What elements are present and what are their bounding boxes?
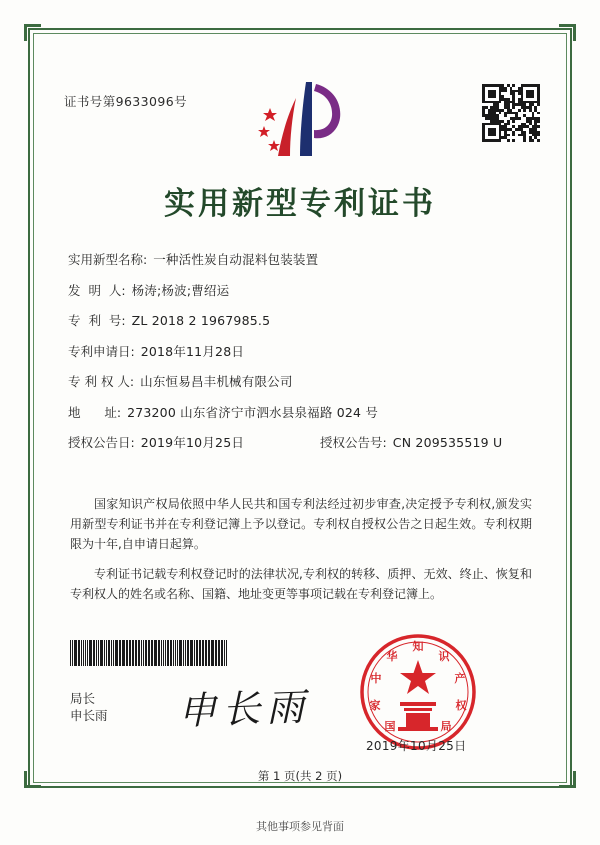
field-row-name xyxy=(68,250,534,268)
outside-note-footer: 其他事项参见背面 xyxy=(256,820,344,833)
handwritten-signature: 申长雨 xyxy=(177,684,311,734)
certificate-number: 证书号第9633096号 xyxy=(64,94,187,109)
field-label: 实用新型名称: xyxy=(68,252,148,267)
field-value: 山东恒易昌丰机械有限公司 xyxy=(140,374,293,389)
field-row-application-date xyxy=(68,342,534,360)
field-list xyxy=(68,250,534,464)
svg-text:华: 华 xyxy=(386,650,398,663)
field-label: 发 明 人: xyxy=(68,282,126,298)
national-intellectual-property-office-seal-icon xyxy=(358,632,478,752)
body-text xyxy=(70,494,532,614)
field-label-grant-date: 授权公告日: xyxy=(68,435,135,450)
field-label-grant-number: 授权公告号: xyxy=(320,435,387,450)
corner-ornament-top-right xyxy=(559,24,576,41)
svg-text:局: 局 xyxy=(440,720,452,733)
field-value: 273200 山东省济宁市泗水县泉福路 024 号 xyxy=(127,404,379,420)
paragraph-1: 国家知识产权局依照中华人民共和国专利法经过初步审查,决定授予专利权,颁发实用新型专利证书并在专利登记簿上予以登记。专利权自授权公告之日起生效。专利权期限为十年,自申请日起算。 xyxy=(70,497,532,551)
field-row-patent-number xyxy=(68,311,534,329)
field-label: 地 址: xyxy=(68,404,122,420)
svg-text:识: 识 xyxy=(438,650,450,663)
svg-text:中: 中 xyxy=(370,672,382,685)
qr-code-icon xyxy=(482,84,540,142)
svg-text:知: 知 xyxy=(412,640,424,653)
paragraph-2: 专利证书记载专利权登记时的法律状况,专利权的转移、质押、无效、终止、恢复和专利权人的姓名或名称、国籍、地址变更等事项记载在专利登记簿上。 xyxy=(70,567,532,601)
field-value: 2018年11月28日 xyxy=(140,343,245,359)
page-title: 实用新型专利证书 xyxy=(164,186,436,222)
page-number-footer: 第 1 页(共 2 页) xyxy=(257,769,343,783)
field-value: 一种活性炭自动混料包装装置 xyxy=(153,252,319,267)
corner-ornament-top-left xyxy=(24,24,41,41)
barcode-icon xyxy=(70,640,244,666)
field-row-inventor xyxy=(68,281,534,299)
field-row-grant xyxy=(68,433,534,451)
field-label: 专 利 号: xyxy=(68,313,126,328)
field-row-patentee xyxy=(68,372,534,390)
field-value: ZL 2018 2 1967985.5 xyxy=(131,313,271,328)
svg-text:产: 产 xyxy=(454,672,466,685)
signature-title xyxy=(70,690,108,724)
signature-title-line2: 申长雨 xyxy=(70,708,108,723)
field-row-address xyxy=(68,403,534,421)
svg-text:国: 国 xyxy=(384,720,396,733)
patent-office-logo-icon xyxy=(256,78,348,164)
field-label: 专 利 权 人: xyxy=(68,374,135,389)
field-label: 专利申请日: xyxy=(68,343,135,359)
field-value-grant-number: CN 209535519 U xyxy=(392,435,503,450)
svg-text:家: 家 xyxy=(369,699,381,712)
seal-date: 2019年10月25日 xyxy=(366,739,467,753)
signature-title-line1: 局长 xyxy=(70,691,96,706)
field-value: 杨涛;杨波;曹绍运 xyxy=(131,282,230,298)
field-value-grant-date: 2019年10月25日 xyxy=(140,435,245,450)
svg-text:权: 权 xyxy=(455,699,467,712)
